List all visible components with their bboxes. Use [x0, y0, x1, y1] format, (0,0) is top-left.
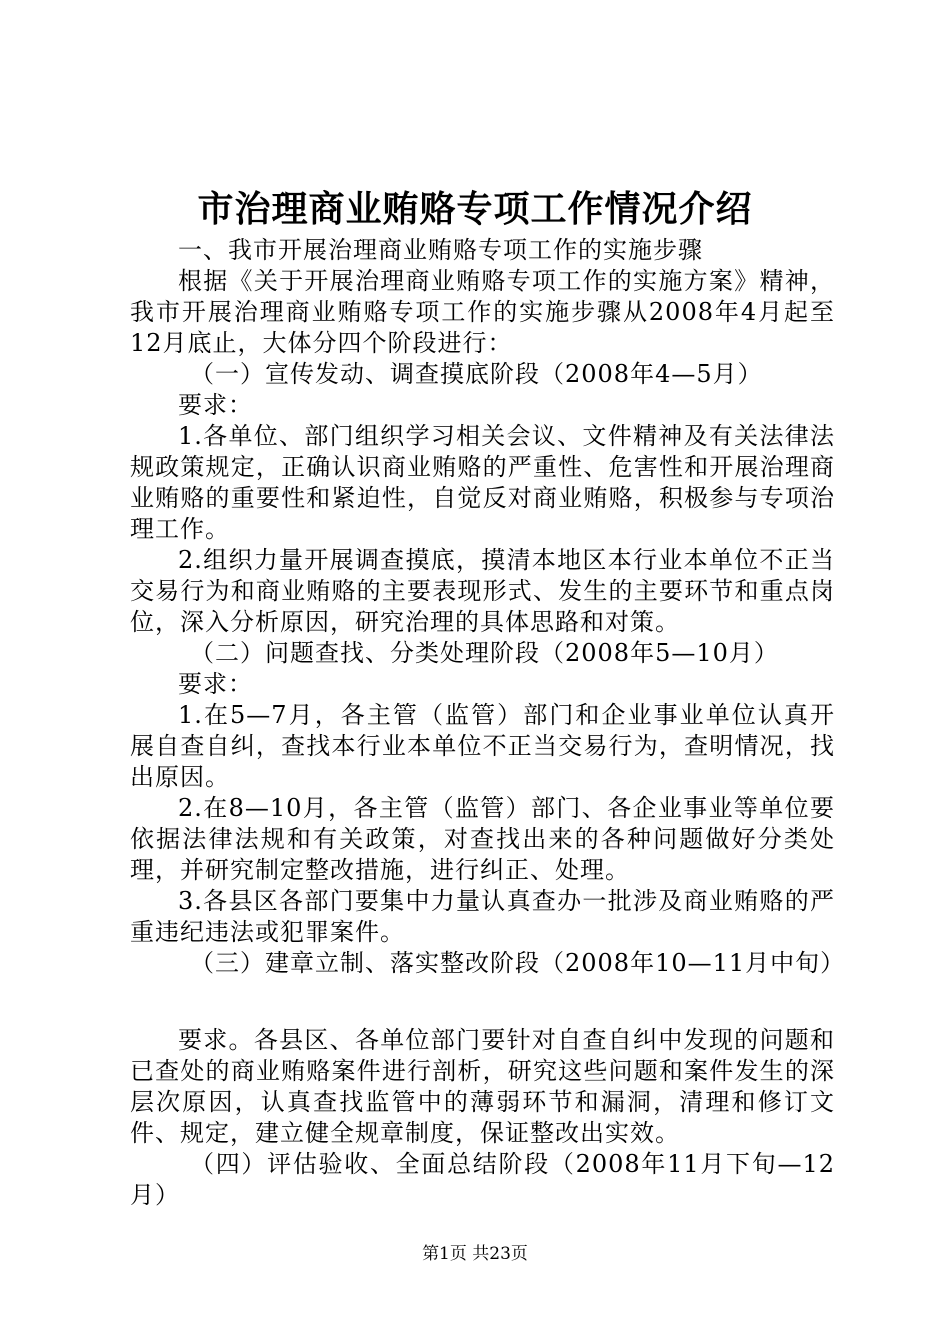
- requirements-label: 要求：: [178, 670, 253, 698]
- blank-line: [130, 979, 835, 1025]
- stage-heading: （三）建章立制、落实整改阶段（2008年10—11月中旬）: [190, 949, 846, 977]
- document-title: 市治理商业贿赂专项工作情况介绍: [197, 188, 753, 230]
- body-paragraph: 2.在8—10月，各主管（监管）部门、各企业事业等单位要依据法律法规和有关政策，对查找出来的各种问题做好分类处理，并研究制定整改措施，进行纠正、处理。: [130, 794, 835, 884]
- stage-heading: （四）评估验收、全面总结阶段（2008年11月下旬—12月）: [130, 1150, 835, 1209]
- stage-heading: （一）宣传发动、调查摸底阶段（2008年4—5月）: [190, 360, 763, 388]
- stage-heading: （二）问题查找、分类处理阶段（2008年5—10月）: [190, 639, 779, 667]
- requirements-label: 要求：: [178, 391, 253, 419]
- body-paragraph: 要求。各县区、各单位部门要针对自查自纠中发现的问题和已查处的商业贿赂案件进行剖析，研究这些问题和案件发生的深层次原因，认真查找监管中的薄弱环节和漏洞，清理和修订文件、规定，建立健全规章制度，保证整改出实效。: [130, 1026, 835, 1147]
- page-footer: 第1页 共23页: [422, 1244, 528, 1264]
- body-paragraph: 1.在5—7月，各主管（监管）部门和企业事业单位认真开展自查自纠，查找本行业本单位不正当交易行为，查明情况，找出原因。: [130, 701, 835, 791]
- body-paragraph: 1.各单位、部门组织学习相关会议、文件精神及有关法律法规政策规定，正确认识商业贿赂的严重性、危害性和开展治理商业贿赂的重要性和紧迫性，自觉反对商业贿赂，积极参与专项治理工作。: [130, 422, 835, 543]
- document-body: [130, 235, 846, 1211]
- body-paragraph: 根据《关于开展治理商业贿赂专项工作的实施方案》精神，我市开展治理商业贿赂专项工作的实施步骤从2008年4月起至12月底止，大体分四个阶段进行：: [130, 267, 835, 357]
- section-heading: 一、我市开展治理商业贿赂专项工作的实施步骤: [178, 236, 703, 264]
- body-paragraph: 2.组织力量开展调查摸底，摸清本地区本行业本单位不正当交易行为和商业贿赂的主要表现形式、发生的主要环节和重点岗位，深入分析原因，研究治理的具体思路和对策。: [130, 546, 835, 636]
- body-paragraph: 3.各县区各部门要集中力量认真查办一批涉及商业贿赂的严重违纪违法或犯罪案件。: [130, 887, 835, 946]
